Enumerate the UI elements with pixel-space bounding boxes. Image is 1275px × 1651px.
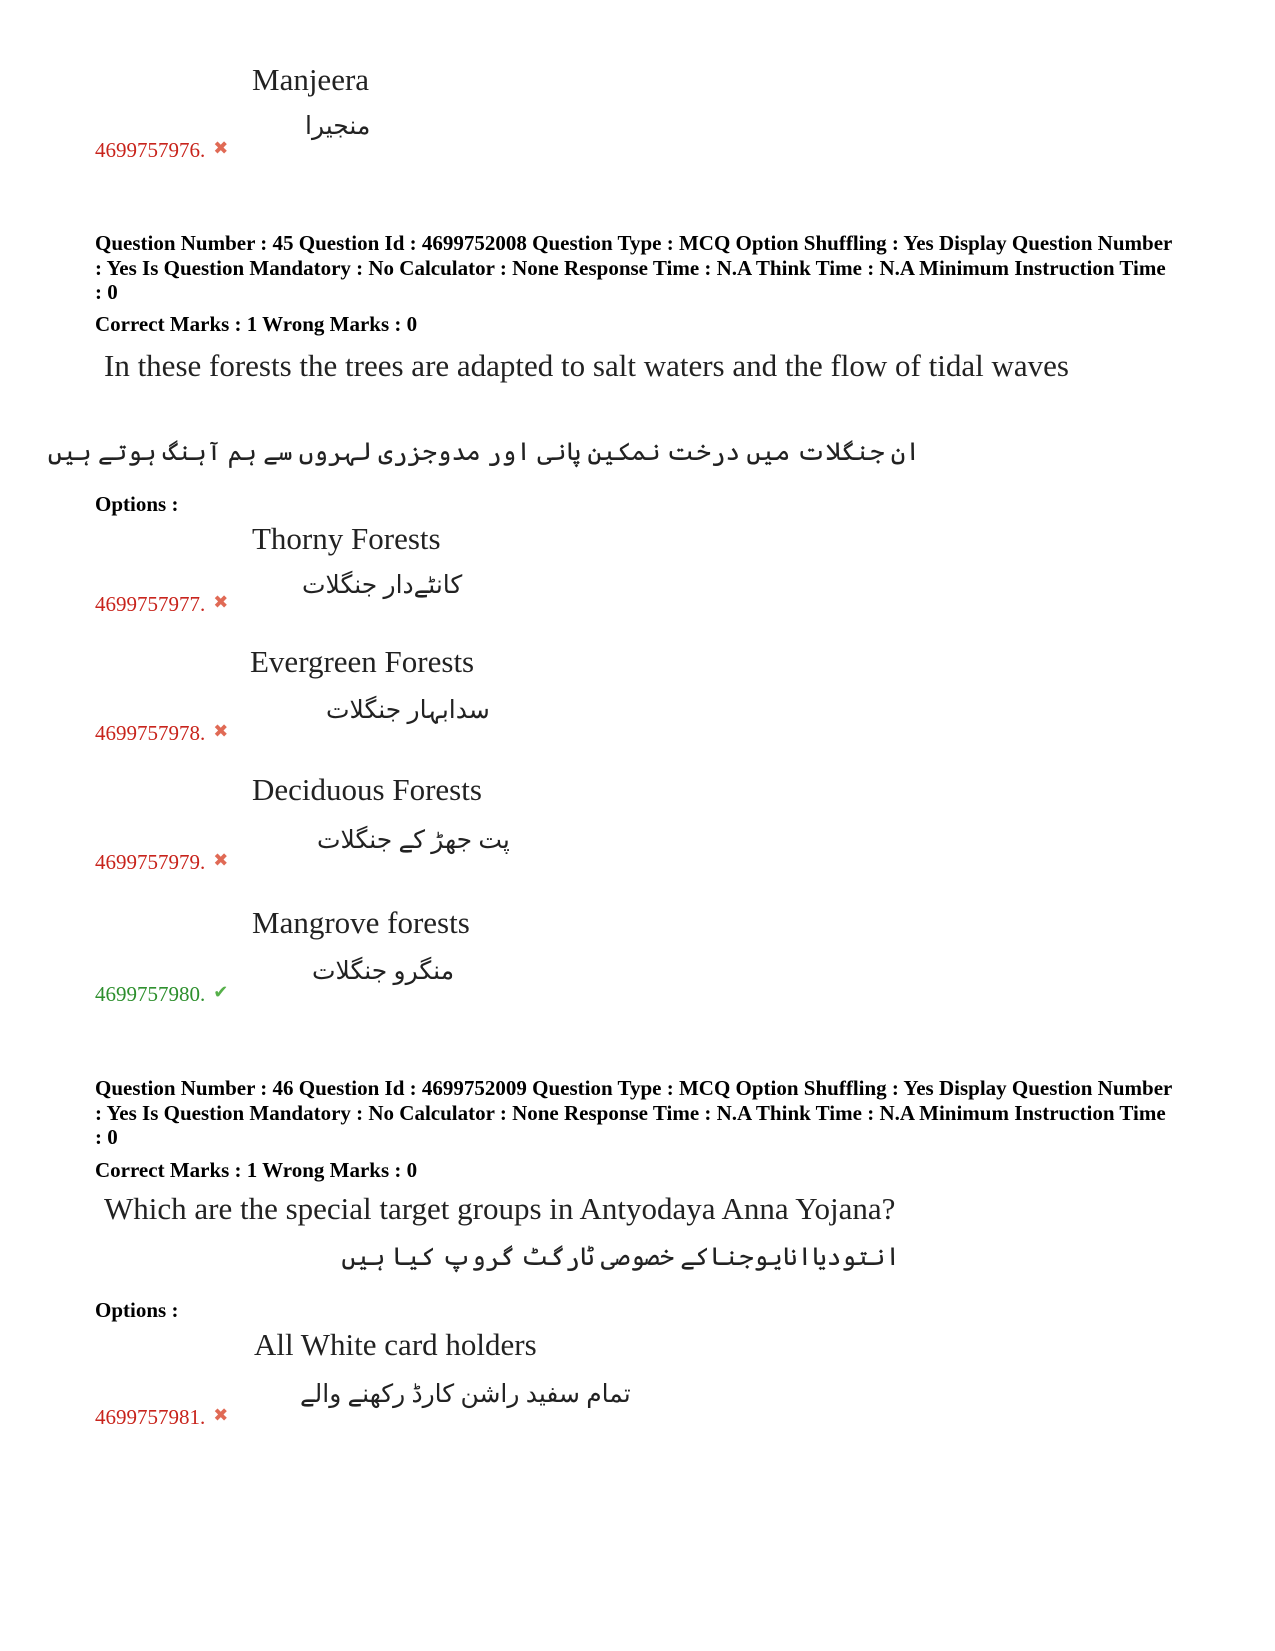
option-id-text: 4699757981. bbox=[95, 1405, 206, 1429]
options-label: Options : bbox=[95, 1298, 179, 1322]
option-urdu-text: سدابہار جنگلات bbox=[326, 697, 490, 724]
option-id-wrong bbox=[95, 590, 228, 616]
question-text-urdu: ان جنگلات میں درخت نمکین پانی اور مدوجزری لہروں سے ہم آہنگ ہوتے ہیں bbox=[47, 439, 920, 466]
cross-icon: ✖ bbox=[213, 138, 229, 158]
option-urdu-text: منگرو جنگلات bbox=[312, 958, 455, 985]
question-meta: Question Number : 45 Question Id : 4699752008 Question Type : MCQ Option Shuffling : Yes Display Question Number : Yes Is Question Mandatory : No Calculator : None Response Time : N.A Think Time : N.A Minimum Instruction Time : 0 bbox=[95, 231, 1172, 304]
option-id-text: 4699757978. bbox=[95, 721, 206, 745]
option-english-text: Mangrove forests bbox=[252, 905, 470, 940]
option-id-wrong bbox=[95, 136, 228, 162]
question-text-urdu: انتودیاانایوجناکے خصوصی ٹارگٹ گروپ کیا ہیں bbox=[341, 1244, 900, 1271]
question-text-english: In these forests the trees are adapted to salt waters and the flow of tidal waves bbox=[104, 348, 1069, 383]
option-id-text: 4699757977. bbox=[95, 592, 206, 616]
cross-icon: ✖ bbox=[213, 850, 229, 870]
cross-icon: ✖ bbox=[213, 721, 229, 741]
question-marks: Correct Marks : 1 Wrong Marks : 0 bbox=[95, 1158, 418, 1182]
option-urdu-text: منجیرا bbox=[305, 113, 371, 140]
option-id-text: 4699757976. bbox=[95, 138, 206, 162]
option-english-text: All White card holders bbox=[254, 1327, 537, 1362]
option-id-text: 4699757980. bbox=[95, 982, 206, 1006]
option-english-text: Evergreen Forests bbox=[250, 644, 475, 679]
option-english-text: Thorny Forests bbox=[252, 521, 441, 556]
option-english-text: Deciduous Forests bbox=[252, 772, 482, 807]
option-id-correct bbox=[95, 980, 228, 1006]
option-english-text: Manjeera bbox=[252, 62, 370, 97]
cross-icon: ✖ bbox=[213, 1405, 229, 1425]
option-id-wrong bbox=[95, 848, 228, 874]
option-id-wrong bbox=[95, 1403, 228, 1429]
check-icon: ✔ bbox=[213, 982, 229, 1002]
question-marks: Correct Marks : 1 Wrong Marks : 0 bbox=[95, 312, 418, 336]
option-urdu-text: پت جھڑ کے جنگلات bbox=[317, 827, 510, 854]
option-id-wrong bbox=[95, 719, 228, 745]
option-urdu-text: کانٹےدار جنگلات bbox=[302, 572, 463, 599]
option-urdu-text: تمام سفید راشن کارڈ رکھنے والے bbox=[300, 1381, 631, 1408]
question-text-english: Which are the special target groups in Antyodaya Anna Yojana? bbox=[104, 1191, 896, 1226]
option-id-text: 4699757979. bbox=[95, 850, 206, 874]
options-label: Options : bbox=[95, 492, 179, 516]
cross-icon: ✖ bbox=[213, 592, 229, 612]
question-meta: Question Number : 46 Question Id : 4699752009 Question Type : MCQ Option Shuffling : Yes Display Question Number : Yes Is Question Mandatory : No Calculator : None Response Time : N.A Think Time : N.A Minimum Instruction Time : 0 bbox=[95, 1076, 1172, 1149]
